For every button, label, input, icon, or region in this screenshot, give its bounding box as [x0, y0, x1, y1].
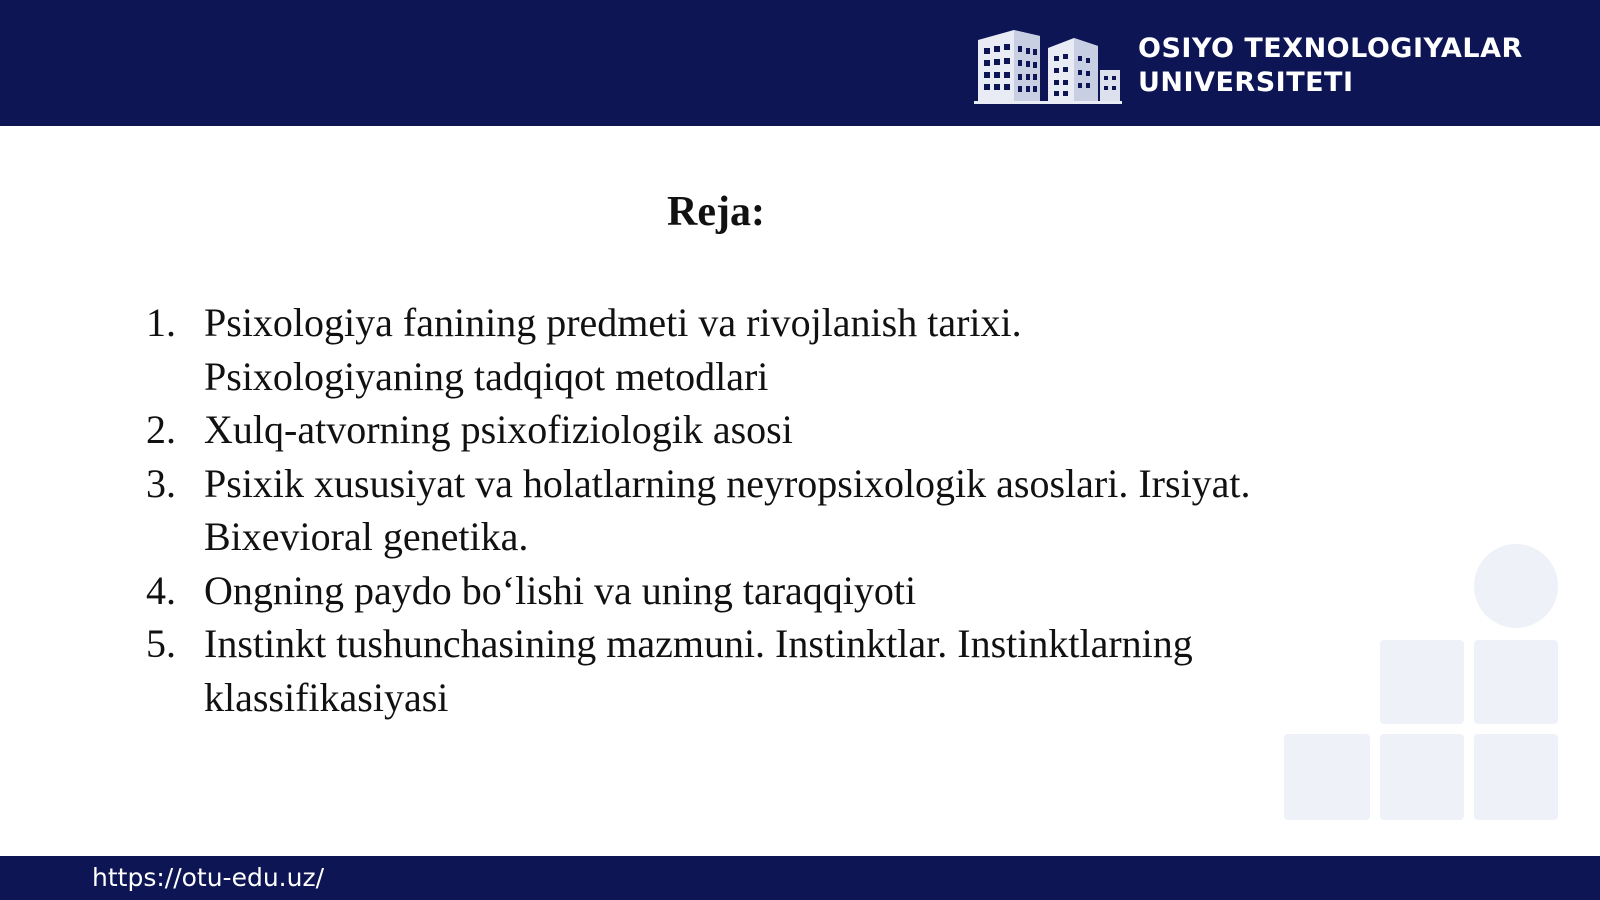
plan-item-number: 1.: [146, 300, 176, 345]
plan-item-text-line: klassifikasiyasi: [204, 674, 449, 720]
university-name-line1: OSIYO TEXNOLOGIYALAR: [1138, 33, 1523, 64]
plan-item: [146, 457, 1446, 564]
footer-bar: [0, 856, 1600, 900]
university-emblem-watermark-icon: [1280, 544, 1560, 824]
university-name-line2: UNIVERSITETI: [1138, 67, 1354, 98]
header-bar: [0, 0, 1600, 126]
website-link[interactable]: https://otu-edu.uz/: [92, 863, 325, 892]
plan-item: [146, 617, 1446, 724]
plan-item: [146, 564, 1446, 618]
plan-item-number: 5.: [146, 621, 176, 666]
university-name: [1138, 32, 1523, 100]
plan-item-number: 2.: [146, 407, 176, 452]
plan-item-text-line: Ongning paydo bo‘lishi va uning taraqqiyoti: [204, 567, 917, 613]
plan-item-text-line: Xulq-atvorning psixofiziologik asosi: [204, 407, 793, 452]
plan-item-text-line: Instinkt tushunchasining mazmuni. Instinktlar. Instinktlarning: [204, 621, 1193, 666]
plan-item-text-line: Psixologiya fanining predmeti va rivojlanish tarixi.: [204, 300, 1022, 345]
plan-item-text-line: Psixik xususiyat va holatlarning neyropsixologik asoslari. Irsiyat.: [204, 460, 1251, 506]
plan-item-number: 4.: [146, 567, 176, 613]
plan-item-number: 3.: [146, 460, 176, 506]
plan-item: [146, 403, 1446, 457]
plan-item-text-line: Bixevioral genetika.: [204, 514, 529, 559]
university-building-icon: [974, 26, 1122, 104]
plan-item-text-line: Psixologiyaning tadqiqot metodlari: [204, 353, 769, 399]
slide-title: Reja:: [667, 189, 765, 235]
plan-list: [146, 296, 1446, 724]
plan-item: [146, 296, 1446, 403]
